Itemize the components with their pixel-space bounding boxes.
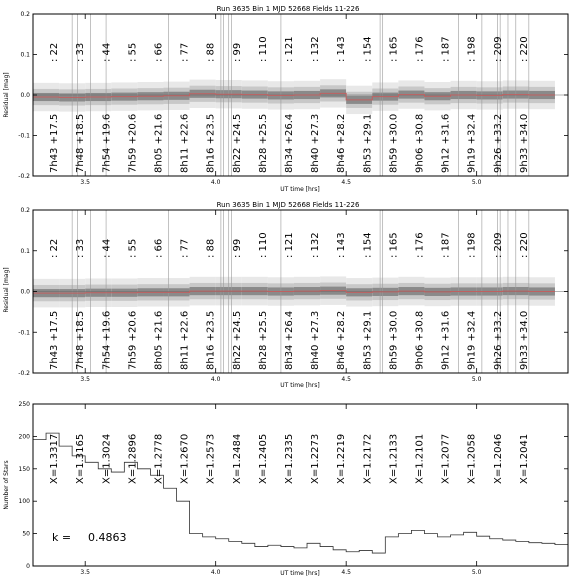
x-tick-label: 4.5	[341, 376, 351, 383]
field-number-label: : 132	[310, 36, 322, 62]
y-tick-label: 250	[18, 401, 30, 408]
coordinate-label: 8h05 +21.6	[153, 113, 165, 173]
y-tick-label: 0.2	[20, 11, 30, 18]
y-tick-label: 0.0	[20, 92, 30, 99]
y-tick-label: 150	[18, 465, 30, 473]
field-number-label: : 88	[205, 42, 217, 62]
x-tick-label: 4.0	[210, 376, 221, 383]
field-number-label: : 66	[153, 42, 165, 62]
coordinate-label: 8h59 +30.0	[388, 310, 400, 370]
panel-2-ylabel: Residual [mag]	[3, 267, 10, 313]
panel-3	[3, 401, 568, 576]
airmass-label: X=1.2219	[336, 433, 348, 484]
field-number-label: : 176	[414, 232, 426, 258]
field-number-label: : 154	[362, 36, 374, 62]
field-number-label: : 165	[388, 232, 400, 258]
field-number-label: : 55	[127, 238, 139, 258]
field-number-label: : 44	[101, 238, 113, 258]
coordinate-label: 8h46 +28.2	[336, 310, 348, 370]
field-number-label: : 88	[205, 238, 217, 258]
field-number-label: : 99	[231, 238, 243, 258]
field-number-label: : 55	[127, 42, 139, 62]
coordinate-label: 8h46 +28.2	[336, 113, 348, 173]
coordinate-label: 7h59 +20.6	[127, 310, 139, 370]
field-number-label: : 154	[362, 232, 374, 258]
x-tick-label: 4.0	[210, 179, 221, 186]
airmass-label: X=1.2335	[283, 433, 295, 484]
y-tick-label: -0.2	[18, 173, 30, 180]
panel-3-xlabel: UT time [hrs]	[280, 570, 320, 576]
coordinate-label: 9h26 +33.2	[492, 113, 504, 173]
panel-1-title: Run 3635 Bin 1 MJD 52668 Fields 11-226	[216, 5, 360, 13]
airmass-label: X=1.2896	[127, 433, 139, 484]
airmass-label: X=1.2172	[362, 433, 374, 484]
coordinate-label: 7h43 +17.5	[49, 113, 61, 173]
x-tick-label: 3.5	[80, 376, 90, 383]
coordinate-label: 9h19 +32.4	[466, 113, 478, 173]
field-number-label: : 22	[49, 238, 61, 258]
panel-2	[3, 201, 568, 389]
coordinate-label: 7h54 +19.6	[101, 113, 113, 173]
field-number-label: : 121	[283, 232, 295, 258]
panel-2-title: Run 3635 Bin 1 MJD 52668 Fields 11-226	[216, 201, 360, 209]
airmass-label: X=1.3165	[75, 433, 87, 484]
field-number-label: : 143	[336, 232, 348, 258]
coordinate-label: 9h12 +31.6	[440, 113, 452, 173]
coordinate-label: 8h53 +29.1	[362, 310, 374, 370]
coordinate-label: 7h59 +20.6	[127, 113, 139, 173]
coordinate-label: 8h34 +26.4	[283, 310, 295, 370]
airmass-label: X=1.2101	[414, 433, 426, 484]
coordinate-label: 8h22 +24.5	[231, 310, 243, 370]
airmass-label: X=1.2133	[388, 433, 400, 484]
panel-3-x-ticks	[80, 404, 481, 576]
coordinate-label: 8h22 +24.5	[231, 113, 243, 173]
airmass-label: X=1.2484	[231, 433, 243, 484]
panel-2-plot	[33, 210, 568, 373]
airmass-label: X=1.2041	[518, 433, 530, 484]
coordinate-label: 8h59 +30.0	[388, 113, 400, 173]
coordinate-label: 9h12 +31.6	[440, 310, 452, 370]
panel-1	[3, 5, 568, 193]
y-tick-label: -0.1	[18, 329, 30, 337]
field-number-label: : 187	[440, 36, 452, 62]
y-tick-label: 0.1	[20, 247, 30, 255]
x-tick-label: 4.0	[210, 569, 221, 576]
y-tick-label: 0.1	[20, 51, 30, 59]
field-number-label: : 143	[336, 36, 348, 62]
field-number-label: : 44	[101, 42, 113, 62]
coordinate-label: 8h40 +27.3	[310, 310, 322, 370]
coordinate-label: 9h26 +33.2	[492, 310, 504, 370]
field-number-label: : 77	[179, 42, 191, 62]
x-tick-label: 4.5	[341, 179, 351, 186]
panel-3-y-ticks	[19, 401, 568, 570]
coordinate-label: 8h28 +25.5	[257, 310, 269, 370]
airmass-label: X=1.2058	[466, 433, 478, 484]
coordinate-label: 9h33 +34.0	[518, 310, 530, 370]
x-tick-label: 3.5	[80, 179, 90, 186]
field-number-label: : 121	[283, 36, 295, 62]
coordinate-label: 8h34 +26.4	[283, 113, 295, 173]
airmass-label: X=1.2273	[310, 433, 322, 484]
airmass-label: X=1.2405	[257, 433, 269, 484]
y-tick-label: 100	[18, 498, 30, 506]
x-tick-label: 4.5	[341, 569, 351, 576]
x-tick-label: 5.0	[471, 376, 482, 383]
coordinate-label: 8h53 +29.1	[362, 113, 374, 173]
field-number-label: : 77	[179, 238, 191, 258]
y-tick-label: 50	[22, 530, 30, 538]
coordinate-label: 9h19 +32.4	[466, 310, 478, 370]
y-tick-label: 0.0	[20, 288, 30, 296]
field-number-label: : 198	[466, 232, 478, 258]
airmass-label: X=1.2077	[440, 433, 452, 484]
x-tick-label: 5.0	[471, 179, 482, 186]
coordinate-label: 8h11 +22.6	[179, 113, 191, 173]
field-number-label: : 198	[466, 36, 478, 62]
field-number-label: : 209	[492, 232, 504, 258]
k-value: 0.4863	[88, 531, 127, 544]
coordinate-label: 8h28 +25.5	[257, 113, 269, 173]
field-number-label: : 220	[518, 232, 530, 258]
x-tick-label: 5.0	[471, 569, 482, 576]
y-tick-label: 0	[26, 563, 30, 570]
coordinate-label: 9h06 +30.8	[414, 310, 426, 370]
field-number-label: : 209	[492, 36, 504, 62]
coordinate-label: 7h54 +19.6	[101, 310, 113, 370]
coordinate-label: 8h05 +21.6	[153, 310, 165, 370]
field-number-label: : 22	[49, 42, 61, 62]
field-number-label: : 132	[310, 232, 322, 258]
panel-3-ylabel: Number of Stars	[3, 460, 10, 510]
field-number-label: : 33	[75, 42, 87, 62]
field-number-label: : 33	[75, 238, 87, 258]
airmass-label: X=1.2670	[179, 433, 191, 484]
field-number-label: : 99	[231, 42, 243, 62]
y-tick-label: 0.2	[20, 207, 30, 214]
panel-1-xlabel: UT time [hrs]	[280, 186, 320, 193]
y-tick-label: 200	[18, 433, 30, 441]
coordinate-label: 8h16 +23.5	[205, 310, 217, 370]
coordinate-label: 8h40 +27.3	[310, 113, 322, 173]
coordinate-label: 7h48 +18.5	[75, 310, 87, 370]
field-number-label: : 220	[518, 36, 530, 62]
y-tick-label: -0.1	[18, 132, 30, 140]
field-number-label: : 176	[414, 36, 426, 62]
coordinate-label: 7h43 +17.5	[49, 310, 61, 370]
airmass-label: X=1.3024	[101, 433, 113, 484]
airmass-label: X=1.3317	[49, 433, 61, 484]
coordinate-label: 8h11 +22.6	[179, 310, 191, 370]
field-number-label: : 110	[257, 36, 269, 62]
coordinate-label: 8h16 +23.5	[205, 113, 217, 173]
field-number-label: : 66	[153, 238, 165, 258]
airmass-label: X=1.2046	[492, 433, 504, 484]
coordinate-label: 9h06 +30.8	[414, 113, 426, 173]
panel-1-ylabel: Residual [mag]	[3, 72, 10, 118]
panel-1-plot	[33, 14, 568, 176]
airmass-label: X=1.2573	[205, 433, 217, 484]
field-number-label: : 165	[388, 36, 400, 62]
airmass-label: X=1.2778	[153, 433, 165, 484]
field-number-label: : 110	[257, 232, 269, 258]
y-tick-label: -0.2	[18, 370, 30, 377]
coordinate-label: 7h48 +18.5	[75, 113, 87, 173]
panel-2-xlabel: UT time [hrs]	[280, 382, 320, 389]
coordinate-label: 9h33 +34.0	[518, 113, 530, 173]
x-tick-label: 3.5	[80, 569, 90, 576]
field-number-label: : 187	[440, 232, 452, 258]
k-label: k =	[52, 531, 72, 544]
